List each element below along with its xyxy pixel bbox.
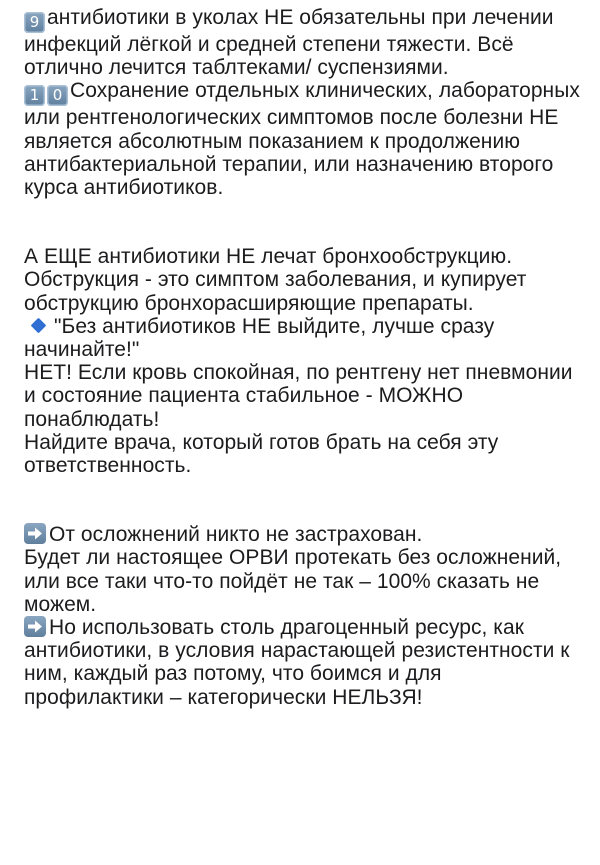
keycap-0-icon: 0 <box>47 85 68 106</box>
paragraph-obstruction: А ЕЩЕ антибиотики НЕ лечат бронхообструкцию. Обструкция - это симптом заболевания, и купирует обструкцию бронхорасширяющие препараты. <box>24 245 527 315</box>
paragraph-10-text: Сохранение отдельных клинических, лабораторных или рентгенологических симптомов после болезни НЕ является абсолютным показанием к продолжению антибактериальной терапии, или назначению второго курса антибиотиков. <box>24 79 580 200</box>
post-text <box>24 6 584 709</box>
quote-text: "Без антибиотиков НЕ выйдите, лучше сразу начинайте!" <box>24 314 495 362</box>
right-arrow-icon <box>24 523 46 544</box>
paragraph-final <box>24 616 584 709</box>
paragraph-complications-text: Будет ли настоящее ОРВИ протекать без осложнений, или все таки что-то пойдёт не так – 100% сказать не можем. <box>24 546 562 616</box>
complications-title-text: От осложнений никто не застрахован. <box>49 523 423 547</box>
paragraph-9 <box>24 6 584 79</box>
keycap-9-icon: 9 <box>24 12 45 33</box>
keycap-1-icon: 1 <box>24 85 45 106</box>
blue-diamond-icon <box>31 318 47 334</box>
spacer <box>24 477 584 523</box>
spacer <box>24 199 584 245</box>
paragraph-9-text: антибиотики в уколах НЕ обязательны при лечении инфекций лёгкой и средней степени тяжести. Всё отлично лечится таблтеками/ суспензиями. <box>24 6 554 80</box>
paragraph-answer-2: Найдите врача, который готов брать на себя эту ответственность. <box>24 430 499 478</box>
paragraph-10 <box>24 79 584 199</box>
right-arrow-icon <box>24 616 46 637</box>
paragraph-complications-title <box>24 523 584 546</box>
paragraph-quote <box>24 315 584 361</box>
final-text: Но использовать столь драгоценный ресурс, как антибиотики, в условия нарастающей резистентности к ним, каждый раз потому, что боимся и для профилактики – категорически НЕЛЬЗЯ! <box>24 616 570 709</box>
paragraph-answer-1: НЕТ! Если кровь спокойная, по рентгену нет пневмонии и состояние пациента стабильное - МОЖНО понаблюдать! <box>24 361 573 431</box>
